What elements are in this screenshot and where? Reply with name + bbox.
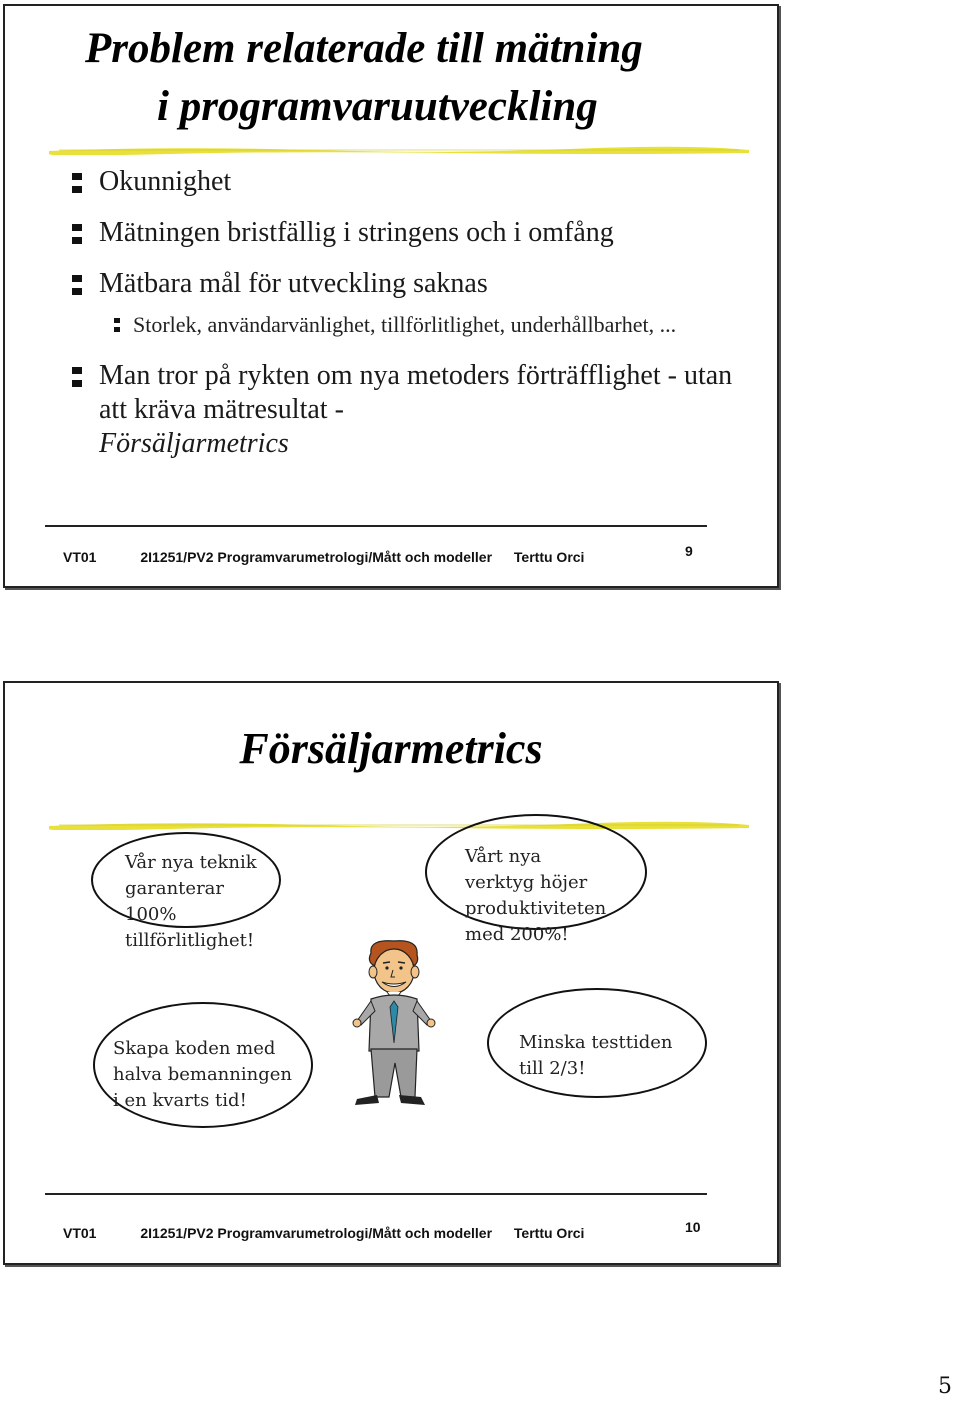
- speech-bubble: Vårt nya verktyg höjer produktiviteten med 200%!: [425, 814, 647, 930]
- document-page-number: 5: [938, 1374, 952, 1399]
- bullet-item: Mätbara mål för utveckling saknas: [71, 267, 761, 301]
- speech-bubble: Skapa koden med halva bemanningen i en kvarts tid!: [93, 1002, 313, 1128]
- slide-footer: [63, 549, 584, 565]
- title-line-1: Problem relaterade till mätning: [85, 25, 643, 72]
- title-underline-brush: [49, 820, 749, 830]
- bullet-item: Okunnighet: [71, 165, 761, 199]
- title-underline-brush: [49, 145, 749, 155]
- footer-course: 2I1251/PV2 Programvarumetrologi/Mått och modeller: [140, 1225, 493, 1241]
- slide-title: [85, 20, 643, 136]
- footer-course: 2I1251/PV2 Programvarumetrologi/Mått och modeller: [140, 549, 493, 565]
- title-line-2: i programvaruutveckling: [157, 83, 598, 130]
- z-bullet-icon: [71, 366, 83, 388]
- speech-bubble: Minska testtiden till 2/3!: [487, 988, 707, 1098]
- footer-divider: [45, 525, 707, 527]
- z-bullet-icon: [71, 172, 83, 194]
- slide-9: [3, 4, 779, 588]
- speech-bubble: Vår nya teknik garanterar 100% tillförlitlighet!: [91, 832, 281, 928]
- sub-bullet-item: Storlek, användarvänlighet, tillförlitlighet, underhållbarhet, ...: [71, 311, 761, 339]
- bullet-list: [71, 161, 761, 478]
- footer-author: Terttu Orci: [513, 549, 585, 565]
- z-bullet-icon: [113, 317, 121, 333]
- footer-author: Terttu Orci: [513, 1225, 585, 1241]
- z-bullet-icon: [71, 223, 83, 245]
- slide-number: 9: [685, 543, 693, 559]
- salesman-cartoon-icon: [349, 939, 439, 1109]
- slide-10: [3, 681, 779, 1265]
- slide-number: 10: [685, 1219, 701, 1235]
- slide-title: Försäljarmetrics: [239, 724, 543, 773]
- footer-term: VT01: [63, 1225, 97, 1241]
- z-bullet-icon: [71, 274, 83, 296]
- bullet-item: Man tror på rykten om nya metoders förträfflighet - utan att kräva mätresultat - Försäljarmetrics: [71, 359, 761, 461]
- italic-term: Försäljarmetrics: [99, 428, 289, 459]
- slide-footer: [63, 1225, 584, 1241]
- bullet-item: Mätningen bristfällig i stringens och i omfång: [71, 216, 761, 250]
- footer-term: VT01: [63, 549, 97, 565]
- footer-divider: [45, 1193, 707, 1195]
